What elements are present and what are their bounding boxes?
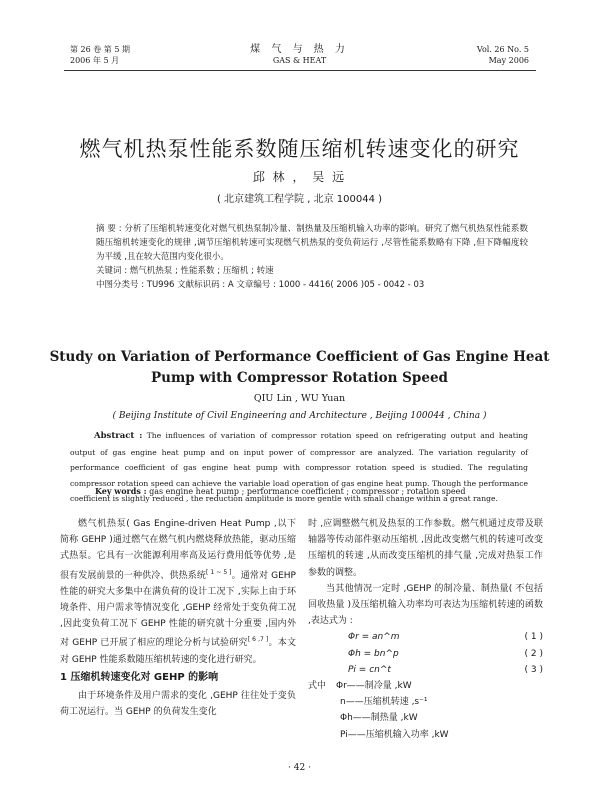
where-label: 式中	[308, 681, 327, 692]
symbol-def-3: Φh——制热量 ,kW	[340, 713, 418, 724]
citation-ref-1: [ 1 ~ 5 ]	[206, 568, 232, 576]
authors-cn: 邱 林 ， 吴 远	[252, 170, 347, 184]
intro-text-1: 燃气机热泵( Gas Engine-driven Heat Pump ,以下简称 GEHP )通过燃气在燃气机内燃烧释放热能，驱动压缩式热泵。它具有一次能源利用率高及运行费用低等优势 ,是很有发展前景的一种供冷、供热系统	[60, 519, 296, 581]
section1-paragraph: 由于环境条件及用户需求的变化 ,GEHP 往往处于变负荷工况运行。当 GEHP 的负荷发生变化	[60, 691, 296, 718]
intro-paragraph	[60, 516, 296, 668]
abstract-cn-text: 分析了压缩机转速变化对燃气机热泵制冷量、制热量及压缩机输入功率的影响。研究了燃气机热泵性能系数随压缩机转速变化的规律 ,调节压缩机转速可实现燃气机热泵的变负荷运行 ,尽管性能系数略有下降 ,但下降幅度较为平缓 ,且在较大范围内变化很小。	[96, 224, 528, 262]
paper-title-en-line2: Pump with Compressor Rotation Speed	[151, 370, 448, 386]
symbol-row-1	[308, 678, 543, 694]
citation-ref-2: [ 6 ,7 ]	[247, 636, 269, 644]
abstract-en-text: The influences of variation of compressor rotation speed on refrigerating output and heating output of gas engine heat pump and on input power of compressor are analyzed. The variation regularity of performance coefficient of gas engine heat pump with compressor rotation speed is studied. The regulating compressor rotation speed can achieve the variable load operation of gas engine heat pump. Though the performance coefficient is slightly reduced , the reduction amplitude is more gentle with small change within a great range.	[70, 431, 529, 503]
intro-text-2: 。通常对 GEHP 性能的研究大多集中在满负荷的设计工况下 ,实际上由于环境条件、用户需求等情况变化 ,GEHP 经常处于变负荷工况 ,因此变负荷工况下 GEHP 性能的研究就十分重要 ,国内外对 GEHP 已开展了相应的理论分析与试验研究	[60, 570, 296, 649]
abstract-en-indent	[70, 431, 94, 440]
authors-en: QIU Lin , WU Yuan	[253, 393, 346, 404]
issue-date: 2006 年 5 月	[70, 56, 120, 65]
equation-2	[308, 646, 543, 662]
equation-3-expr: Pi = cn^t	[348, 664, 391, 675]
keywords-en-label: Key words :	[95, 486, 147, 496]
equation-1-number: ( 1 )	[524, 632, 543, 643]
equation-3-number: ( 3 )	[524, 664, 543, 675]
symbol-def-4: Pi——压缩机输入功率 ,kW	[340, 729, 449, 740]
section-heading-1: 1 压缩机转速变化对 GEHP 的影响	[60, 671, 219, 683]
equation-2-expr: Φh = bn^p	[348, 648, 399, 659]
right-paragraph-2: 当其他情况一定时 ,GEHP 的制冷量、制热量( 不包括回收热量 )及压缩机输入功率均可表达为压缩机转速的函数 ,表达式为 :	[308, 583, 543, 627]
abstract-cn-body	[70, 222, 528, 264]
body-right-column	[308, 516, 543, 743]
symbol-definitions	[308, 678, 543, 743]
abstract-cn	[70, 222, 528, 292]
body-left-column	[60, 516, 296, 720]
issue-date-en: May 2006	[488, 56, 529, 65]
volume-issue: 第 26 卷 第 5 期	[70, 45, 130, 54]
journal-name-cn: 煤 气 与 热 力	[250, 44, 349, 55]
symbol-def-1: Φr——制冷量 ,kW	[336, 681, 412, 692]
keywords-cn-label: 关键词 :	[96, 266, 128, 276]
header-rule	[64, 70, 536, 71]
abstract-en-label: Abstract :	[94, 431, 143, 441]
keywords-en-text: gas engine heat pump ; performance coefficient ; compressor ; rotation speed	[149, 487, 466, 496]
intro-text-3: 。本文对 GEHP 性能系数随压缩机转速的变化进行研究。	[60, 638, 296, 665]
equation-1	[308, 629, 543, 645]
volume-issue-en: Vol. 26 No. 5	[476, 45, 529, 54]
right-paragraph-1: 时 ,应调整燃气机及热泵的工作参数。燃气机通过皮带及联轴器等传动部件驱动压缩机 ,因此改变燃气机的转速可改变压缩机的转速 ,从而改变压缩机的排气量 ,完成对热泵工作参数的调整。	[308, 519, 543, 578]
classification-cn: 中图分类号 : TU996 文献标识码 : A 文章编号 : 1000 - 4416( 2006 )05 - 0042 - 03	[96, 280, 425, 290]
equation-3	[308, 662, 543, 678]
affiliation-cn: ( 北京建筑工程学院 , 北京 100044 )	[216, 194, 383, 205]
keywords-cn-text: 燃气机热泵 ; 性能系数 ; 压缩机 ; 转速	[129, 266, 274, 276]
journal-volume-info-en	[477, 44, 529, 66]
keywords-en	[95, 486, 466, 496]
abstract-cn-label: 摘 要 :	[96, 224, 122, 234]
page-number: · 42 ·	[288, 763, 311, 773]
paper-title-en-line1: Study on Variation of Performance Coefficient of Gas Engine Heat	[49, 349, 550, 365]
equation-1-expr: Φr = an^m	[348, 632, 400, 643]
keywords-cn	[70, 264, 528, 278]
paper-title-cn: 燃气机热泵性能系数随压缩机转速变化的研究	[79, 137, 520, 161]
journal-name-en: GAS & HEAT	[272, 56, 327, 65]
symbol-def-2: n——压缩机转速 ,s⁻¹	[340, 697, 428, 708]
affiliation-en: ( Beijing Institute of Civil Engineering and Architecture , Beijing 100044 , China )	[112, 411, 487, 421]
equation-2-number: ( 2 )	[524, 648, 543, 659]
paper-title-en	[0, 347, 599, 389]
